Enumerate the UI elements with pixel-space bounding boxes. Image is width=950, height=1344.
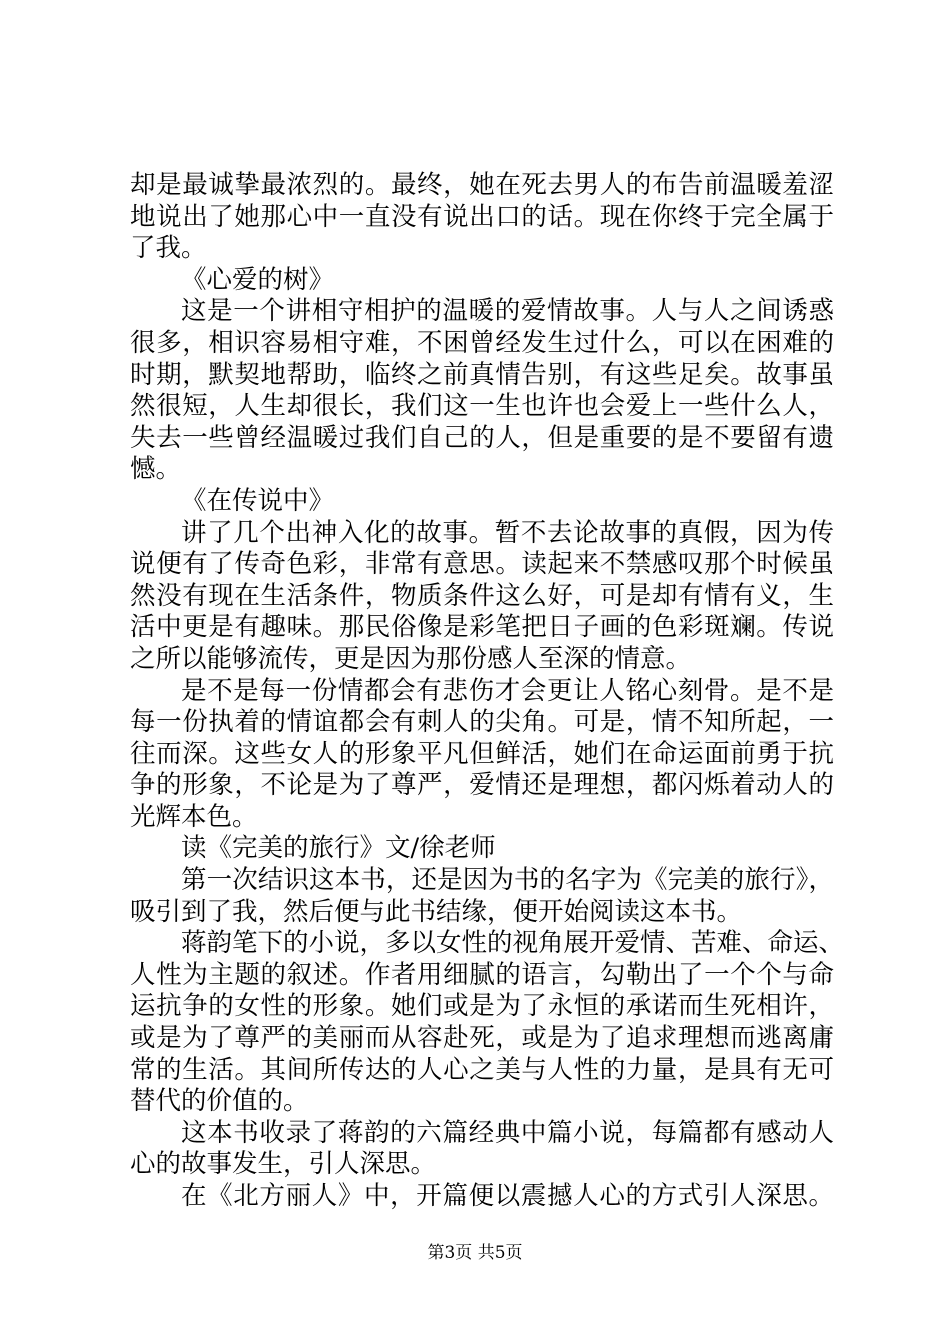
text-line: 很多，相识容易相守难，不困曾经发生过什么，可以在困难的 — [130, 327, 834, 358]
page-footer: 第3页 共5页 — [427, 1243, 523, 1263]
text-line: 是不是每一份情都会有悲伤才会更让人铭心刻骨。是不是 — [181, 675, 834, 706]
text-line: 往而深。这些女人的形象平凡但鲜活，她们在命运面前勇于抗 — [130, 738, 834, 769]
text-line: 争的形象，不论是为了尊严，爱情还是理想，都闪烁着动人的 — [130, 770, 834, 801]
text-line: 地说出了她那心中一直没有说出口的话。现在你终于完全属于 — [130, 201, 834, 232]
text-line: 然很短，人生却很长，我们这一生也许也会爱上一些什么人， — [130, 391, 834, 422]
text-line: 吸引到了我，然后便与此书结缘，便开始阅读这本书。 — [130, 896, 743, 927]
text-line: 然没有现在生活条件，物质条件这么好，可是却有情有义，生 — [130, 580, 834, 611]
text-line: 读《完美的旅行》文/徐老师 — [181, 833, 496, 864]
text-line: 讲了几个出神入化的故事。暂不去论故事的真假，因为传 — [181, 517, 834, 548]
text-line: 替代的价值的。 — [130, 1086, 309, 1117]
text-line: 这本书收录了蒋韵的六篇经典中篇小说，每篇都有感动人 — [181, 1117, 834, 1148]
text-line: 人性为主题的叙述。作者用细腻的语言，勾勒出了一个个与命 — [130, 959, 834, 990]
text-line: 活中更是有趣味。那民俗像是彩笔把日子画的色彩斑斓。传说 — [130, 612, 834, 643]
text-line: 光辉本色。 — [130, 801, 258, 832]
text-line: 失去一些曾经温暖过我们自己的人，但是重要的是不要留有遗 — [130, 422, 834, 453]
text-line: 说便有了传奇色彩，非常有意思。读起来不禁感叹那个时候虽 — [130, 549, 834, 580]
text-line: 憾。 — [130, 454, 182, 485]
text-line: 了我。 — [130, 233, 207, 264]
text-line: 或是为了尊严的美丽而从容赴死，或是为了追求理想而逃离庸 — [130, 1023, 834, 1054]
text-line: 在《北方丽人》中，开篇便以震撼人心的方式引人深思。 — [181, 1181, 834, 1211]
text-line: 蒋韵笔下的小说，多以女性的视角展开爱情、苦难、命运、 — [181, 928, 845, 959]
document-body — [130, 170, 845, 1213]
text-line: 心的故事发生，引人深思。 — [130, 1149, 437, 1180]
text-line: 每一份执着的情谊都会有刺人的尖角。可是，情不知所起，一 — [130, 707, 834, 738]
text-line: 这是一个讲相守相护的温暖的爱情故事。人与人之间诱惑 — [181, 296, 834, 327]
text-line: 却是最诚挚最浓烈的。最终，她在死去男人的布告前温暖羞涩 — [130, 170, 834, 200]
text-line: 常的生活。其间所传达的人心之美与人性的力量，是具有无可 — [130, 1054, 834, 1085]
text-line: 《心爱的树》 — [181, 264, 335, 295]
text-line: 之所以能够流传，更是因为那份感人至深的情意。 — [130, 643, 692, 674]
text-line: 第一次结识这本书，还是因为书的名字为《完美的旅行》， — [181, 865, 834, 896]
text-line: 《在传说中》 — [181, 485, 335, 516]
text-line: 时期，默契地帮助，临终之前真情告别，有这些足矣。故事虽 — [130, 359, 834, 390]
text-line: 运抗争的女性的形象。她们或是为了永恒的承诺而生死相许， — [130, 991, 834, 1022]
